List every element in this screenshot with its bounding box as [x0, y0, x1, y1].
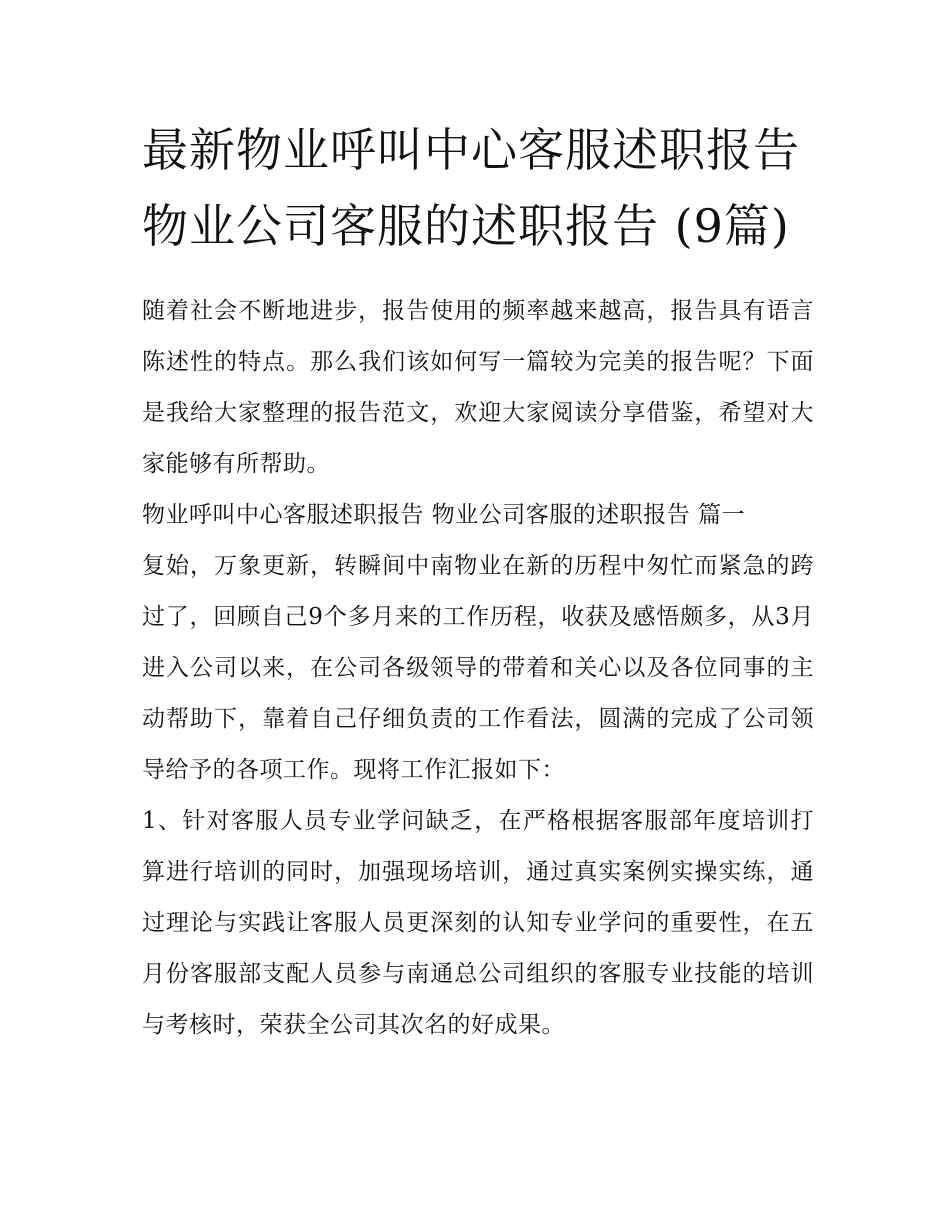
body-paragraph: 复始，万象更新，转瞬间中南物业在新的历程中匆忙而紧急的跨过了，回顾自己9个多月来的工作历程，收获及感悟颇多，从3月进入公司以来，在公司各级领导的带着和关心以及各位同事的主动帮助下，靠着自己仔细负责的工作看法，圆满的完成了公司领导给予的各项工作。现将工作汇报如下： [142, 553, 814, 783]
list-item-paragraph: 1、针对客服人员专业学问缺乏，在严格根据客服部年度培训打算进行培训的同时，加强现场培训，通过真实案例实操实练，通过理论与实践让客服人员更深刻的认知专业学问的重要性，在五月份客服部支配人员参与南通总公司组织的客服专业技能的培训与考核时，荣获全公司其次名的好成果。 [142, 808, 814, 1038]
intro-paragraph: 随着社会不断地进步，报告使用的频率越来越高，报告具有语言陈述性的特点。那么我们该如何写一篇较为完美的报告呢？下面是我给大家整理的报告范文，欢迎大家阅读分享借鉴，希望对大家能够有所帮助。 [142, 298, 814, 477]
document-title: 最新物业呼叫中心客服述职报告 物业公司客服的述职报告 (9篇) [142, 123, 800, 253]
section-heading: 物业呼叫中心客服述职报告 物业公司客服的述职报告 篇一 [142, 502, 746, 528]
document-page [142, 112, 814, 1051]
document-body [142, 286, 814, 1051]
